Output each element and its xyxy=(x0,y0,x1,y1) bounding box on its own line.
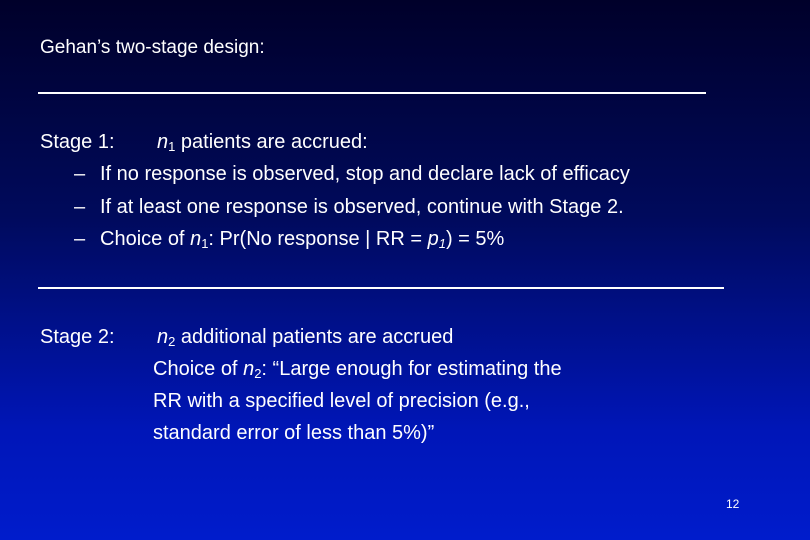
choice-suffix: : “Large enough for estimating the xyxy=(261,358,562,380)
bullet-suffix: ) = 5% xyxy=(445,228,505,250)
stage1-heading xyxy=(40,130,368,159)
divider-middle xyxy=(38,287,724,289)
stage1-var: n xyxy=(157,131,169,153)
page-number: 12 xyxy=(726,497,740,511)
stage2-sub: 2 xyxy=(168,334,176,349)
bullet-dash: – xyxy=(74,228,86,250)
stage2-label: Stage 2: xyxy=(40,326,115,348)
bullet-dash: – xyxy=(74,163,86,185)
bullet-sub-p: 1 xyxy=(438,236,446,251)
bullet-text: If no response is observed, stop and declare lack of efficacy xyxy=(100,163,630,185)
choice-var-n: n xyxy=(243,358,255,380)
stage2-text: additional patients are accrued xyxy=(175,326,454,348)
stage1-text: patients are accrued: xyxy=(175,131,368,153)
stage1-bullet-3 xyxy=(74,227,504,256)
divider-top xyxy=(38,92,706,94)
bullet-mid: : Pr(No response | RR = xyxy=(208,228,428,250)
stage1-sub: 1 xyxy=(168,139,176,154)
stage1-bullet-1 xyxy=(74,162,630,186)
choice-sub-n: 2 xyxy=(254,366,262,381)
stage2-choice-line-3: standard error of less than 5%)” xyxy=(153,422,435,444)
bullet-text: If at least one response is observed, continue with Stage 2. xyxy=(100,196,624,218)
stage1-bullet-2 xyxy=(74,195,624,219)
bullet-dash: – xyxy=(74,196,86,218)
bullet-var-p: p xyxy=(427,228,439,250)
bullet-prefix: Choice of xyxy=(100,228,191,250)
choice-prefix: Choice of xyxy=(153,358,244,380)
stage2-var: n xyxy=(157,326,169,348)
stage2-heading xyxy=(40,325,453,354)
bullet-sub-n: 1 xyxy=(201,236,209,251)
bullet-var-n: n xyxy=(190,228,202,250)
stage1-label: Stage 1: xyxy=(40,131,115,153)
slide-title: Gehan’s two-stage design: xyxy=(40,37,265,58)
stage2-choice-line-1 xyxy=(153,357,562,386)
stage2-choice-line-2: RR with a specified level of precision (e.g., xyxy=(153,390,530,412)
